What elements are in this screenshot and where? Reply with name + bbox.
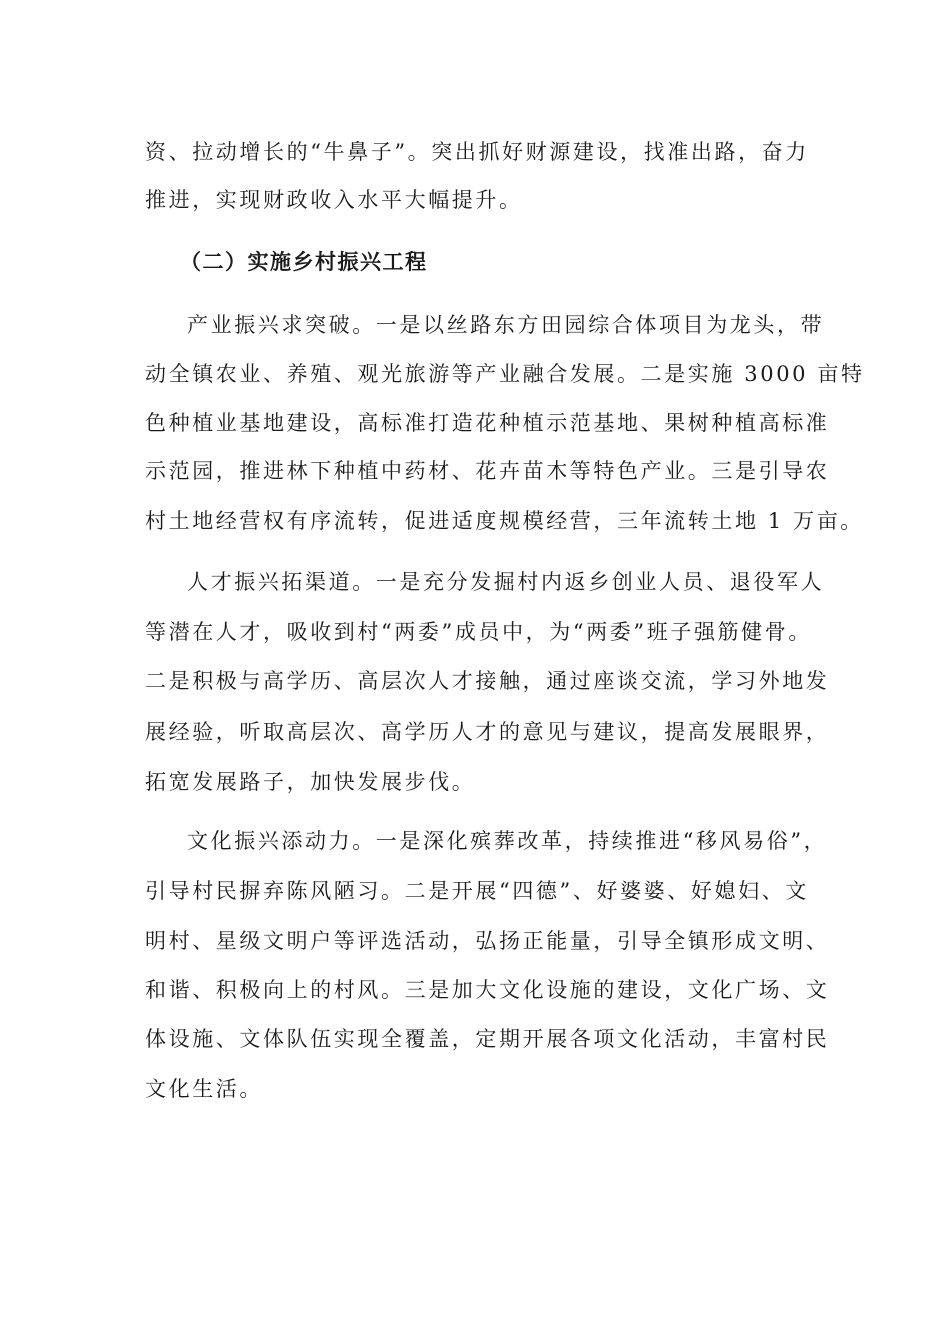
paragraph-line: 明村、星级文明户等评选活动，弘扬正能量，引导全镇形成文明、: [145, 929, 830, 953]
paragraph-line: 色种植业基地建设，高标准打造花种植示范基地、果树种植高标准: [145, 411, 830, 435]
paragraph-line: 推进，实现财政收入水平大幅提升。: [145, 188, 523, 212]
paragraph-line: 展经验，听取高层次、高学历人才的意见与建议，提高发展眼界，: [145, 720, 830, 744]
paragraph-line: 文化振兴添动力。一是深化殡葬改革，持续推进“移风易俗”，: [187, 829, 828, 853]
paragraph-line: 引导村民摒弃陈风陋习。二是开展“四德”、好婆婆、好媳妇、文: [145, 879, 809, 903]
paragraph-line: 资、拉动增长的“牛鼻子”。突出抓好财源建设，找准出路，奋力: [145, 140, 809, 164]
paragraph-line: 产业振兴求突破。一是以丝路东方田园综合体项目为龙头，带: [187, 313, 825, 337]
paragraph-line: 文化生活。: [145, 1077, 263, 1101]
paragraph-line: 动全镇农业、养殖、观光旅游等产业融合发展。二是实施 3000 亩特: [145, 362, 865, 386]
paragraph-line: 体设施、文体队伍实现全覆盖，定期开展各项文化活动，丰富村民: [145, 1027, 830, 1051]
paragraph-line: 拓宽发展路子，加快发展步伐。: [145, 770, 476, 794]
paragraph-line: 二是积极与高学历、高层次人才接触，通过座谈交流，学习外地发: [145, 669, 830, 693]
paragraph-line: 人才振兴拓渠道。一是充分发掘村内返乡创业人员、退役军人: [187, 570, 825, 594]
paragraph-line: 村土地经营权有序流转，促进适度规模经营，三年流转土地 1 万亩。: [145, 509, 864, 533]
paragraph-line: 等潜在人才，吸收到村“两委”成员中，为“两委”班子强筋健骨。: [145, 620, 812, 644]
paragraph-line: 示范园，推进林下种植中药材、花卉苗木等特色产业。三是引导农: [145, 459, 830, 483]
section-heading: （二）实施乡村振兴工程: [180, 250, 428, 274]
paragraph-line: 和谐、积极向上的村风。三是加大文化设施的建设，文化广场、文: [145, 978, 830, 1002]
